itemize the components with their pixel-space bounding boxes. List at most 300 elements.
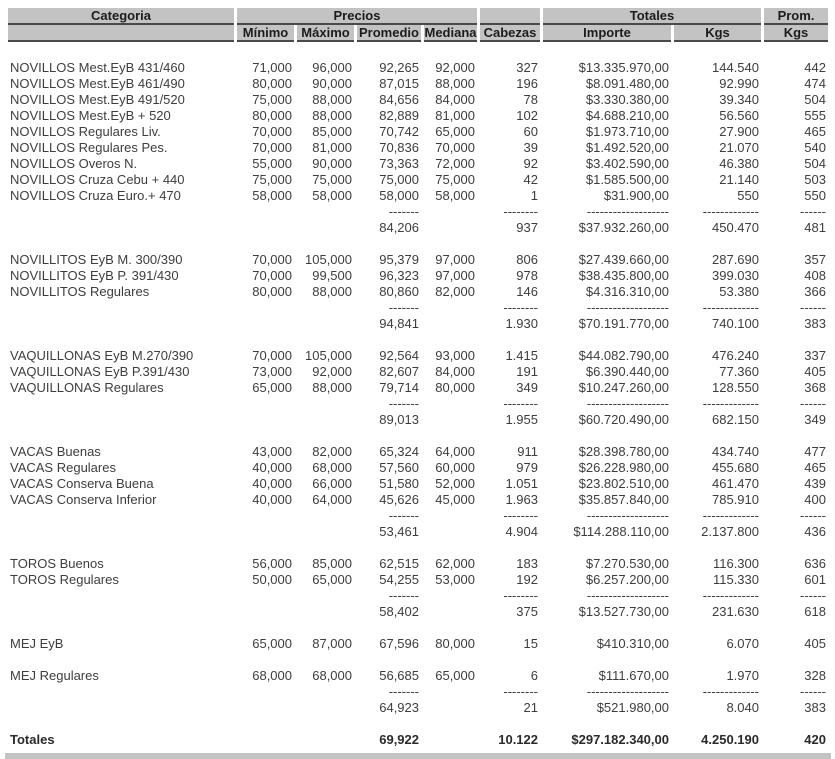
cell-kgs: 785.910 xyxy=(712,492,759,507)
cell-prom-kgs: 465 xyxy=(804,460,826,475)
table-row xyxy=(8,172,828,188)
cell-kgs: ------------- xyxy=(702,204,759,219)
cell-maximo: 85,000 xyxy=(312,124,352,139)
cell-promedio: 80,860 xyxy=(379,284,419,299)
cell-maximo: 64,000 xyxy=(312,492,352,507)
cell-minimo xyxy=(237,588,294,604)
cell-mediana: 52,000 xyxy=(435,476,475,491)
cell-cabezas: 1 xyxy=(530,188,538,203)
cell-prom-kgs: 504 xyxy=(804,92,826,107)
cell-categoria: MEJ EyB xyxy=(10,636,64,651)
cell-minimo xyxy=(237,220,294,236)
cell-cabezas: 6 xyxy=(530,668,538,683)
cell-prom-kgs: 357 xyxy=(804,252,826,267)
cell-categoria: VAQUILLONAS EyB M.270/390 xyxy=(10,348,194,363)
table-row xyxy=(8,92,828,108)
spacer-row xyxy=(8,620,828,636)
cell-maximo: 105,000 xyxy=(305,252,352,267)
cell-promedio: 56,685 xyxy=(379,668,419,683)
cell-minimo: 40,000 xyxy=(252,460,292,475)
cell-maximo: 90,000 xyxy=(312,156,352,171)
spacer-row xyxy=(8,236,828,252)
cell-prom-kgs: ------ xyxy=(800,204,826,219)
cell-maximo: 68,000 xyxy=(312,668,352,683)
table-row xyxy=(8,348,828,364)
cell-importe: ------------------- xyxy=(586,684,669,699)
header-empty-cell xyxy=(480,8,540,25)
cell-promedio: 92,564 xyxy=(379,348,419,363)
cell-kgs: ------------- xyxy=(702,508,759,523)
spacer-cell xyxy=(8,620,828,636)
cell-prom-kgs: 465 xyxy=(804,124,826,139)
cell-cabezas: 4.904 xyxy=(505,524,538,539)
cell-kgs: 39.340 xyxy=(719,92,759,107)
cell-cabezas: 1.930 xyxy=(505,316,538,331)
cell-maximo: 88,000 xyxy=(312,380,352,395)
cell-importe: ------------------- xyxy=(586,396,669,411)
cell-importe: $13.335.970,00 xyxy=(578,60,669,75)
cell-kgs: 1.970 xyxy=(726,668,759,683)
header-mediana: Mediana xyxy=(424,25,477,40)
header-minimo: Mínimo xyxy=(237,25,294,42)
cell-cabezas: 39 xyxy=(523,140,538,155)
cell-maximo xyxy=(297,204,354,220)
cell-promedio: 79,714 xyxy=(379,380,419,395)
table-row xyxy=(8,444,828,460)
cell-categoria xyxy=(8,204,234,220)
cell-cabezas: 60 xyxy=(523,124,538,139)
cell-maximo xyxy=(297,412,354,428)
cell-maximo xyxy=(297,396,354,412)
cell-maximo: 65,000 xyxy=(312,572,352,587)
cell-prom-kgs: 328 xyxy=(804,668,826,683)
cell-categoria: NOVILLOS Mest.EyB + 520 xyxy=(10,108,171,123)
cell-mediana: 82,000 xyxy=(435,284,475,299)
cell-minimo xyxy=(237,300,294,316)
cell-maximo xyxy=(297,732,354,748)
spacer-row xyxy=(8,652,828,668)
cell-prom-kgs: 383 xyxy=(804,700,826,715)
spacer-cell xyxy=(8,428,828,444)
table-row xyxy=(8,636,828,652)
cell-prom-kgs: ------ xyxy=(800,508,826,523)
cell-mediana: 93,000 xyxy=(435,348,475,363)
cell-cabezas: 911 xyxy=(517,444,538,459)
spacer-cell xyxy=(8,236,828,252)
cell-promedio: 64,923 xyxy=(379,700,419,715)
header-group-row xyxy=(8,8,828,25)
cell-mediana: 80,000 xyxy=(435,636,475,651)
cell-promedio: 87,015 xyxy=(379,76,419,91)
cell-maximo xyxy=(297,316,354,332)
cell-mediana: 65,000 xyxy=(435,124,475,139)
subtotal-separator-row xyxy=(8,588,828,604)
cell-mediana xyxy=(424,588,477,604)
cell-categoria: NOVILLOS Regulares Liv. xyxy=(10,124,161,139)
section-subtotal-row xyxy=(8,700,828,716)
table-row xyxy=(8,252,828,268)
cell-minimo: 70,000 xyxy=(252,268,292,283)
cell-minimo xyxy=(237,204,294,220)
cell-categoria xyxy=(8,604,234,620)
cell-maximo xyxy=(297,684,354,700)
cell-maximo: 66,000 xyxy=(312,476,352,491)
cell-mediana: 88,000 xyxy=(435,76,475,91)
cell-minimo xyxy=(237,700,294,716)
cell-cabezas: 191 xyxy=(516,364,538,379)
table-row xyxy=(8,668,828,684)
cell-importe: $521.980,00 xyxy=(596,700,669,715)
cell-kgs: 399.030 xyxy=(712,268,759,283)
cell-kgs: 434.740 xyxy=(712,444,759,459)
table-row xyxy=(8,188,828,204)
cell-maximo: 105,000 xyxy=(305,348,352,363)
table-row xyxy=(8,572,828,588)
section-subtotal-row xyxy=(8,220,828,236)
cell-promedio: 58,402 xyxy=(379,604,419,619)
cell-mediana: 45,000 xyxy=(435,492,475,507)
cell-categoria: NOVILLOS Cruza Cebu + 440 xyxy=(10,172,185,187)
cell-maximo: 88,000 xyxy=(312,108,352,123)
cell-prom-kgs: 337 xyxy=(804,348,826,363)
cell-promedio: 94,841 xyxy=(379,316,419,331)
cell-kgs: 77.360 xyxy=(719,364,759,379)
cell-kgs: ------------- xyxy=(702,588,759,603)
cell-categoria: VACAS Conserva Inferior xyxy=(10,492,157,507)
cell-kgs: 740.100 xyxy=(712,316,759,331)
cell-mediana xyxy=(424,700,477,716)
cell-importe: ------------------- xyxy=(586,300,669,315)
cell-maximo: 82,000 xyxy=(312,444,352,459)
cell-importe: $13.527.730,00 xyxy=(578,604,669,619)
cell-minimo: 75,000 xyxy=(252,92,292,107)
cell-minimo: 68,000 xyxy=(252,668,292,683)
section-subtotal-row xyxy=(8,604,828,620)
cell-minimo: 70,000 xyxy=(252,124,292,139)
cell-prom-kgs: 540 xyxy=(804,140,826,155)
cell-mediana xyxy=(424,204,477,220)
cell-minimo: 50,000 xyxy=(252,572,292,587)
table-row xyxy=(8,380,828,396)
cell-importe: $27.439.660,00 xyxy=(578,252,669,267)
cell-cabezas: 1.051 xyxy=(505,476,538,491)
cell-cabezas: 978 xyxy=(516,268,538,283)
cell-cabezas: 42 xyxy=(523,172,538,187)
cell-minimo xyxy=(237,412,294,428)
cell-maximo xyxy=(297,220,354,236)
cell-importe: $1.585.500,00 xyxy=(585,172,669,187)
cell-minimo xyxy=(237,316,294,332)
cell-kgs: 231.630 xyxy=(712,604,759,619)
cell-kgs: 56.560 xyxy=(719,108,759,123)
cell-categoria xyxy=(8,396,234,412)
section-subtotal-row xyxy=(8,412,828,428)
table-row xyxy=(8,492,828,508)
subtotal-separator-row xyxy=(8,684,828,700)
table-row xyxy=(8,76,828,92)
cell-promedio: 67,596 xyxy=(379,636,419,651)
cell-kgs: ------------- xyxy=(702,396,759,411)
cell-cabezas: 78 xyxy=(523,92,538,107)
cell-cabezas: 327 xyxy=(516,60,538,75)
cell-promedio: 75,000 xyxy=(379,172,419,187)
cell-categoria: VAQUILLONAS EyB P.391/430 xyxy=(10,364,190,379)
cell-minimo: 65,000 xyxy=(252,636,292,651)
cell-minimo xyxy=(237,732,294,748)
cell-prom-kgs: ------ xyxy=(800,300,826,315)
cell-categoria xyxy=(8,412,234,428)
cell-importe: $297.182.340,00 xyxy=(571,732,669,747)
cell-categoria: VACAS Regulares xyxy=(10,460,116,475)
cell-cabezas: 10.122 xyxy=(498,732,538,747)
cell-categoria: TOROS Regulares xyxy=(10,572,119,587)
cell-kgs: ------------- xyxy=(702,684,759,699)
cell-minimo: 55,000 xyxy=(252,156,292,171)
cell-categoria: NOVILLOS Mest.EyB 431/460 xyxy=(10,60,185,75)
section-subtotal-row xyxy=(8,524,828,540)
cell-categoria: NOVILLITOS EyB P. 391/430 xyxy=(10,268,179,283)
table-row xyxy=(8,556,828,572)
cell-prom-kgs: 503 xyxy=(804,172,826,187)
cell-categoria: Totales xyxy=(10,732,55,747)
subtotal-separator-row xyxy=(8,300,828,316)
cell-prom-kgs: 368 xyxy=(804,380,826,395)
table-row xyxy=(8,364,828,380)
table-row xyxy=(8,156,828,172)
cell-kgs: 116.300 xyxy=(712,556,759,571)
cell-prom-kgs: 420 xyxy=(804,732,826,747)
cell-importe: $3.330.380,00 xyxy=(585,92,669,107)
cell-prom-kgs: 408 xyxy=(804,268,826,283)
cell-maximo: 92,000 xyxy=(312,364,352,379)
cell-importe: $410.310,00 xyxy=(596,636,669,651)
bottom-divider-bar xyxy=(5,753,831,759)
cell-mediana xyxy=(424,300,477,316)
cell-minimo xyxy=(237,684,294,700)
cell-cabezas: -------- xyxy=(503,300,538,315)
price-table xyxy=(5,8,831,748)
cell-minimo: 70,000 xyxy=(252,252,292,267)
cell-promedio: 57,560 xyxy=(379,460,419,475)
cell-mediana: 64,000 xyxy=(435,444,475,459)
spacer-row xyxy=(8,540,828,556)
cell-importe: $31.900,00 xyxy=(603,188,669,203)
cell-cabezas: -------- xyxy=(503,204,538,219)
spacer-row xyxy=(8,428,828,444)
cell-categoria: NOVILLITOS EyB M. 300/390 xyxy=(10,252,183,267)
subtotal-separator-row xyxy=(8,508,828,524)
cell-importe: $70.191.770,00 xyxy=(578,316,669,331)
cell-categoria: VACAS Buenas xyxy=(10,444,101,459)
cell-importe: $6.257.200,00 xyxy=(585,572,669,587)
cell-minimo: 71,000 xyxy=(252,60,292,75)
header-totales: Totales xyxy=(543,8,761,25)
cell-mediana xyxy=(424,220,477,236)
cell-cabezas: 21 xyxy=(523,700,538,715)
cell-categoria xyxy=(8,524,234,540)
cell-prom-kgs: 618 xyxy=(804,604,826,619)
cell-mediana: 65,000 xyxy=(435,668,475,683)
cell-kgs: 6.070 xyxy=(726,636,759,651)
cell-mediana: 58,000 xyxy=(435,188,475,203)
cell-minimo xyxy=(237,396,294,412)
cell-maximo: 85,000 xyxy=(312,556,352,571)
cell-mediana xyxy=(424,524,477,540)
cell-maximo: 87,000 xyxy=(312,636,352,651)
subtotal-separator-row xyxy=(8,396,828,412)
cell-importe: $60.720.490,00 xyxy=(578,412,669,427)
cell-importe: ------------------- xyxy=(586,588,669,603)
cell-categoria: NOVILLOS Regulares Pes. xyxy=(10,140,168,155)
cell-kgs: 550 xyxy=(737,188,759,203)
cell-cabezas: 102 xyxy=(516,108,538,123)
header-categoria: Categoria xyxy=(8,8,234,25)
cell-cabezas: -------- xyxy=(503,396,538,411)
cell-promedio: 82,889 xyxy=(379,108,419,123)
cell-prom-kgs: 481 xyxy=(804,220,826,235)
cell-prom-kgs: 636 xyxy=(804,556,826,571)
cell-promedio: 84,206 xyxy=(379,220,419,235)
cell-mediana xyxy=(424,316,477,332)
cell-promedio: 53,461 xyxy=(379,524,419,539)
subtotal-separator-row xyxy=(8,204,828,220)
cell-cabezas: 92 xyxy=(523,156,538,171)
cell-maximo xyxy=(297,588,354,604)
cell-mediana: 70,000 xyxy=(435,140,475,155)
header-kgs: Kgs xyxy=(674,25,761,42)
cell-kgs: 92.990 xyxy=(719,76,759,91)
cell-maximo: 90,000 xyxy=(312,76,352,91)
cell-promedio: ------- xyxy=(388,300,419,315)
cell-prom-kgs: 366 xyxy=(804,284,826,299)
cell-maximo: 81,000 xyxy=(312,140,352,155)
cell-minimo: 70,000 xyxy=(252,348,292,363)
cell-importe: $26.228.980,00 xyxy=(578,460,669,475)
cell-promedio: 62,515 xyxy=(379,556,419,571)
cell-cabezas: 146 xyxy=(516,284,538,299)
header-empty-cell xyxy=(8,25,234,42)
cell-kgs: 46.380 xyxy=(719,156,759,171)
cell-mediana: 84,000 xyxy=(435,92,475,107)
header-maximo: Máximo xyxy=(297,25,354,42)
cell-maximo: 68,000 xyxy=(312,460,352,475)
cell-maximo xyxy=(297,524,354,540)
cell-maximo xyxy=(297,604,354,620)
cell-categoria: VACAS Conserva Buena xyxy=(10,476,154,491)
cell-categoria xyxy=(8,588,234,604)
cell-kgs: 4.250.190 xyxy=(701,732,759,747)
cell-mediana xyxy=(424,604,477,620)
cell-categoria xyxy=(8,508,234,524)
cell-maximo: 99,500 xyxy=(312,268,352,283)
spacer-cell xyxy=(8,652,828,668)
cell-promedio: 89,013 xyxy=(379,412,419,427)
cell-importe: $4.688.210,00 xyxy=(585,108,669,123)
table-row xyxy=(8,460,828,476)
cell-promedio: 96,323 xyxy=(379,268,419,283)
cell-prom-kgs: 474 xyxy=(804,76,826,91)
cell-kgs: 128.550 xyxy=(712,380,759,395)
grand-totals-row xyxy=(8,732,828,748)
cell-categoria: VAQUILLONAS Regulares xyxy=(10,380,164,395)
table-row xyxy=(8,124,828,140)
cell-promedio: ------- xyxy=(388,508,419,523)
cell-maximo xyxy=(297,300,354,316)
cell-importe: $37.932.260,00 xyxy=(578,220,669,235)
cell-mediana: 62,000 xyxy=(435,556,475,571)
cell-minimo: 58,000 xyxy=(252,188,292,203)
cell-promedio: 70,742 xyxy=(379,124,419,139)
cell-categoria: TOROS Buenos xyxy=(10,556,104,571)
cell-promedio: 84,656 xyxy=(379,92,419,107)
cell-prom-kgs: 477 xyxy=(804,444,826,459)
header-sub-row xyxy=(8,25,828,42)
spacer-row xyxy=(8,42,828,60)
cell-importe: $6.390.440,00 xyxy=(585,364,669,379)
cell-promedio: 73,363 xyxy=(379,156,419,171)
cell-importe: $1.492.520,00 xyxy=(585,140,669,155)
cell-maximo xyxy=(297,508,354,524)
cell-importe: $3.402.590,00 xyxy=(585,156,669,171)
cell-kgs: 144.540 xyxy=(712,60,759,75)
cell-mediana xyxy=(424,508,477,524)
cell-prom-kgs: 555 xyxy=(804,108,826,123)
cell-maximo: 88,000 xyxy=(312,92,352,107)
spacer-cell xyxy=(8,540,828,556)
cell-promedio: 82,607 xyxy=(379,364,419,379)
cell-kgs: 682.150 xyxy=(712,412,759,427)
cell-prom-kgs: 405 xyxy=(804,636,826,651)
cell-prom-kgs: 550 xyxy=(804,188,826,203)
cell-maximo: 88,000 xyxy=(312,284,352,299)
cell-mediana: 60,000 xyxy=(435,460,475,475)
cell-minimo: 80,000 xyxy=(252,76,292,91)
livestock-market-report xyxy=(0,8,835,759)
cell-importe: $23.802.510,00 xyxy=(578,476,669,491)
cell-prom-kgs: ------ xyxy=(800,684,826,699)
cell-kgs: 461.470 xyxy=(712,476,759,491)
table-row xyxy=(8,476,828,492)
table-row xyxy=(8,284,828,300)
cell-mediana: 97,000 xyxy=(435,268,475,283)
cell-importe: $28.398.780,00 xyxy=(578,444,669,459)
cell-cabezas: 1.963 xyxy=(505,492,538,507)
cell-maximo: 75,000 xyxy=(312,172,352,187)
spacer-cell xyxy=(8,332,828,348)
cell-cabezas: 1.955 xyxy=(505,412,538,427)
table-row xyxy=(8,60,828,76)
table-row xyxy=(8,268,828,284)
cell-promedio: ------- xyxy=(388,396,419,411)
cell-promedio: ------- xyxy=(388,204,419,219)
cell-mediana xyxy=(424,396,477,412)
cell-cabezas: 349 xyxy=(516,380,538,395)
cell-mediana: 75,000 xyxy=(435,172,475,187)
cell-minimo: 80,000 xyxy=(252,284,292,299)
cell-importe: $8.091.480,00 xyxy=(585,76,669,91)
cell-cabezas: 183 xyxy=(516,556,538,571)
cell-kgs: ------------- xyxy=(702,300,759,315)
cell-importe: $10.247.260,00 xyxy=(578,380,669,395)
cell-maximo: 58,000 xyxy=(312,188,352,203)
cell-promedio: 51,580 xyxy=(379,476,419,491)
cell-categoria xyxy=(8,300,234,316)
cell-promedio: ------- xyxy=(388,588,419,603)
header-cabezas: Cabezas xyxy=(480,25,540,42)
cell-cabezas: 15 xyxy=(523,636,538,651)
cell-kgs: 21.070 xyxy=(719,140,759,155)
cell-kgs: 450.470 xyxy=(712,220,759,235)
